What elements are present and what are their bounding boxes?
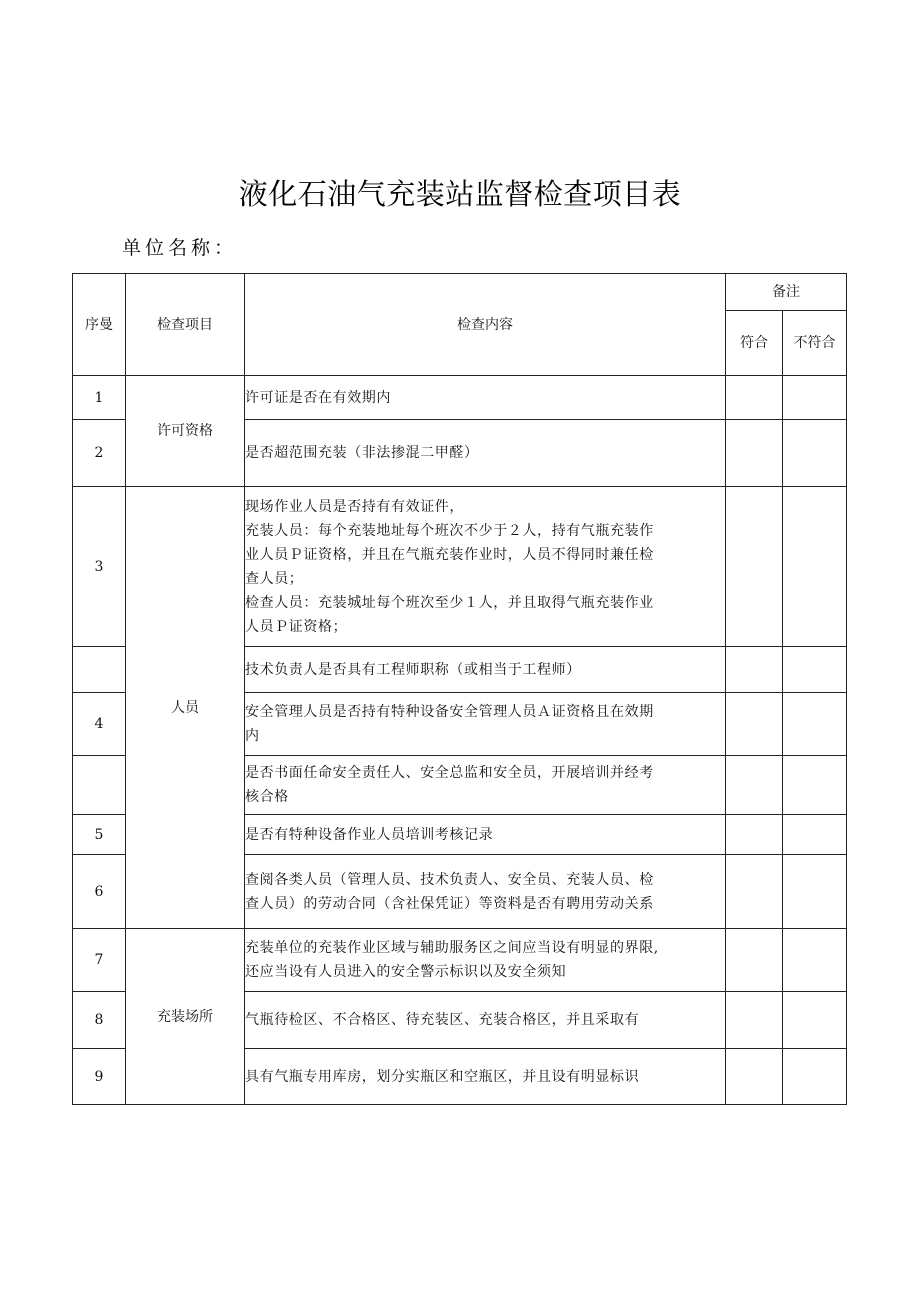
- row-content: 安全管理人员是否持有特种设备安全管理人员Ａ证资格且在效期 内: [245, 693, 726, 756]
- fail-cell[interactable]: [783, 992, 847, 1049]
- page-title: 液化石油气充装站监督检查项目表: [238, 177, 682, 211]
- row-content: 现场作业人员是否持有有效证件， 充装人员：每个充装地址每个班次不少于２人，持有气瓶充装作 业人员Ｐ证资格，并且在气瓶充装作业时，人员不得同时兼任检 查人员； 检查人员：充装城址每个班次至少１人，并且取得气瓶充装作业 人员Ｐ证资格；: [245, 487, 726, 647]
- pass-cell[interactable]: [726, 647, 783, 693]
- header-pass: 符合: [726, 311, 783, 376]
- row-seq: 5: [73, 815, 126, 855]
- fail-cell[interactable]: [783, 487, 847, 647]
- pass-cell[interactable]: [726, 1049, 783, 1105]
- row-seq: 8: [73, 992, 126, 1049]
- row-content: 查阅各类人员（管理人员、技术负责人、安全员、充装人员、检 查人员）的劳动合同（含社保凭证）等资料是否有聘用劳动关系: [245, 855, 726, 929]
- fail-cell[interactable]: [783, 693, 847, 756]
- table-row: [73, 487, 847, 647]
- header-note: 备注: [726, 274, 847, 311]
- pass-cell[interactable]: [726, 756, 783, 815]
- fail-cell[interactable]: [783, 647, 847, 693]
- fail-cell[interactable]: [783, 1049, 847, 1105]
- row-seq: 1: [73, 376, 126, 420]
- fail-cell[interactable]: [783, 815, 847, 855]
- pass-cell[interactable]: [726, 992, 783, 1049]
- row-content: 是否书面任命安全责任人、安全总监和安全员，开展培训并经考 核合格: [245, 756, 726, 815]
- row-seq: 7: [73, 929, 126, 992]
- fail-cell[interactable]: [783, 420, 847, 487]
- row-content: 是否超范围充装（非法掺混二甲醛）: [245, 420, 726, 487]
- inspection-table: [72, 273, 847, 1105]
- row-content: 技术负责人是否具有工程师职称（或相当于工程师）: [245, 647, 726, 693]
- row-seq: 2: [73, 420, 126, 487]
- header-content: 检查内容: [245, 274, 726, 376]
- group-license: 许可资格: [126, 376, 245, 487]
- group-filling-site: 充装场所: [126, 929, 245, 1105]
- group-personnel: 人员: [126, 487, 245, 929]
- header-seq: 序曼: [73, 274, 126, 376]
- header-item: 检查项目: [126, 274, 245, 376]
- table-row: [73, 929, 847, 992]
- row-content: 是否有特种设备作业人员培训考核记录: [245, 815, 726, 855]
- pass-cell[interactable]: [726, 487, 783, 647]
- pass-cell[interactable]: [726, 693, 783, 756]
- row-seq: [73, 756, 126, 815]
- header-fail: 不符合: [783, 311, 847, 376]
- row-seq: 9: [73, 1049, 126, 1105]
- unit-name-label: 单位名称：: [122, 237, 238, 259]
- pass-cell[interactable]: [726, 420, 783, 487]
- table-row: [73, 376, 847, 420]
- fail-cell[interactable]: [783, 929, 847, 992]
- row-content: 具有气瓶专用库房，划分实瓶区和空瓶区，并且设有明显标识: [245, 1049, 726, 1105]
- row-content: 充装单位的充装作业区域与辅助服务区之间应当设有明显的界限, 还应当设有人员进入的安全警示标识以及安全须知: [245, 929, 726, 992]
- row-content: 许可证是否在有效期内: [245, 376, 726, 420]
- fail-cell[interactable]: [783, 855, 847, 929]
- fail-cell[interactable]: [783, 756, 847, 815]
- row-content: 气瓶待检区、不合格区、待充装区、充装合格区，并且采取有: [245, 992, 726, 1049]
- row-seq: 4: [73, 693, 126, 756]
- pass-cell[interactable]: [726, 929, 783, 992]
- row-seq: [73, 647, 126, 693]
- fail-cell[interactable]: [783, 376, 847, 420]
- row-seq: 3: [73, 487, 126, 647]
- pass-cell[interactable]: [726, 815, 783, 855]
- row-seq: 6: [73, 855, 126, 929]
- pass-cell[interactable]: [726, 855, 783, 929]
- pass-cell[interactable]: [726, 376, 783, 420]
